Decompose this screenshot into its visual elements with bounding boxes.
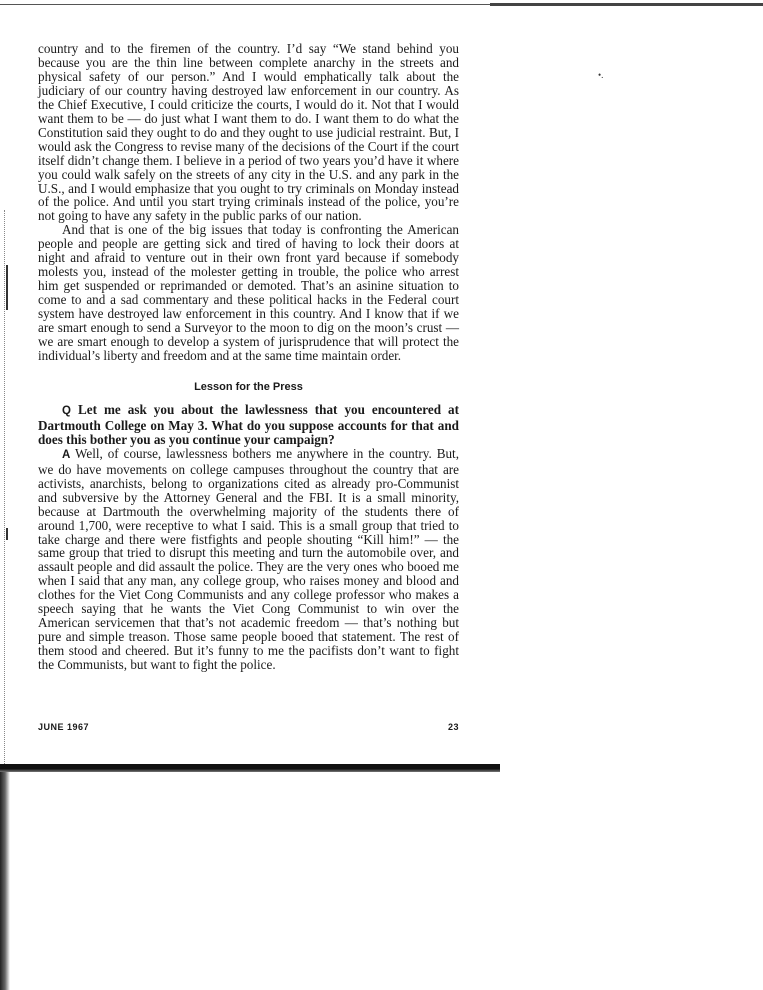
top-rule-heavy (490, 3, 763, 6)
bottom-scan-bar (0, 764, 500, 772)
footer-page-number: 23 (447, 722, 459, 732)
article-body (38, 42, 459, 672)
answer-paragraph (38, 447, 459, 672)
margin-mark (6, 528, 8, 540)
question-marker: Q (62, 404, 71, 417)
page-footer (38, 722, 459, 732)
answer-marker: A (62, 448, 71, 461)
question-text: Let me ask you about the lawlessness that you encountered at Dartmouth College on May 3. What do you suppose accounts for that and does this bother you as you continue your campaign? (38, 401, 459, 447)
answer-text: Well, of course, lawlessness bothers me anywhere in the country. But, we do have movements on college campuses throughout the country that are activists, anarchists, belong to organizations cited as already pro-Communist and subversive by the Attorney General and the FBI. It is a small minority, because at Dartmouth the overwhelming majority of the students there of around 1,700, were receptive to what I said. This is a small group that tried to take charge and there were fistfights and people shouting “Kill him!” — the same group that tried to disrupt this meeting and turn the automobile over, and assault people and did assault the police. They are the very ones who booed me when I said that any man, any college group, who raises money and blood and clothes for the Viet Cong Communists and any college professor who makes a speech saying that he wants the Viet Cong Communist to win over the American servicemen that that’s not academic freedom — that’s nothing but pure and simple treason. Those same people booed that statement. The rest of them stood and cheered. But it’s funny to me the pacifists don’t want to fight the Communists, but want to fight the police. (38, 445, 459, 673)
question-paragraph (38, 403, 459, 447)
paragraph-2: And that is one of the big issues that today is confronting the American people and people are getting sick and tired of having to lock their doors at night and afraid to venture out in their own front yard because if somebody molests you, instead of the molester getting in trouble, the police who arrest him get suspended or reprimanded or demoted. That’s an asinine situation to come to and a sad commentary and these political hacks in the Federal court system have destroyed law enforcement in this country. And I know that if we are smart enough to send a Surveyor to the moon to dig on the moon’s crust — we are smart enough to develop a system of jurisprudence that will protect the individual’s liberty and freedom and at the same time maintain order. (38, 222, 459, 363)
section-heading: Lesson for the Press (194, 380, 303, 393)
margin-mark (6, 265, 8, 310)
scan-speck: •. (598, 70, 604, 80)
paragraph-1: country and to the firemen of the country. I’d say “We stand behind you because you are the thin line between complete anarchy in the streets and physical safety of our person.” And I would emphatically talk about the judiciary of our country having destroyed law enforcement in our country. As the Chief Executive, I could criticize the courts, I would do it. Not that I would want them to be — do just what I want them to do. I want them to do what the Constitution said they ought to do and they ought to use judicial restraint. But, I would ask the Congress to revise many of the decisions of the Court if the court itself didn’t change them. I believe in a period of two years you’d have it where you could walk safely on the streets of any city in the U.S. and any park in the U.S., and I would emphasize that you ought to try criminals on Monday instead of the police. And until you start trying criminals instead of the police, you’re not going to have any safety in the public parks of our nation. (38, 41, 459, 224)
footer-date: JUNE 1967 (38, 722, 90, 732)
bottom-left-edge (0, 772, 10, 990)
